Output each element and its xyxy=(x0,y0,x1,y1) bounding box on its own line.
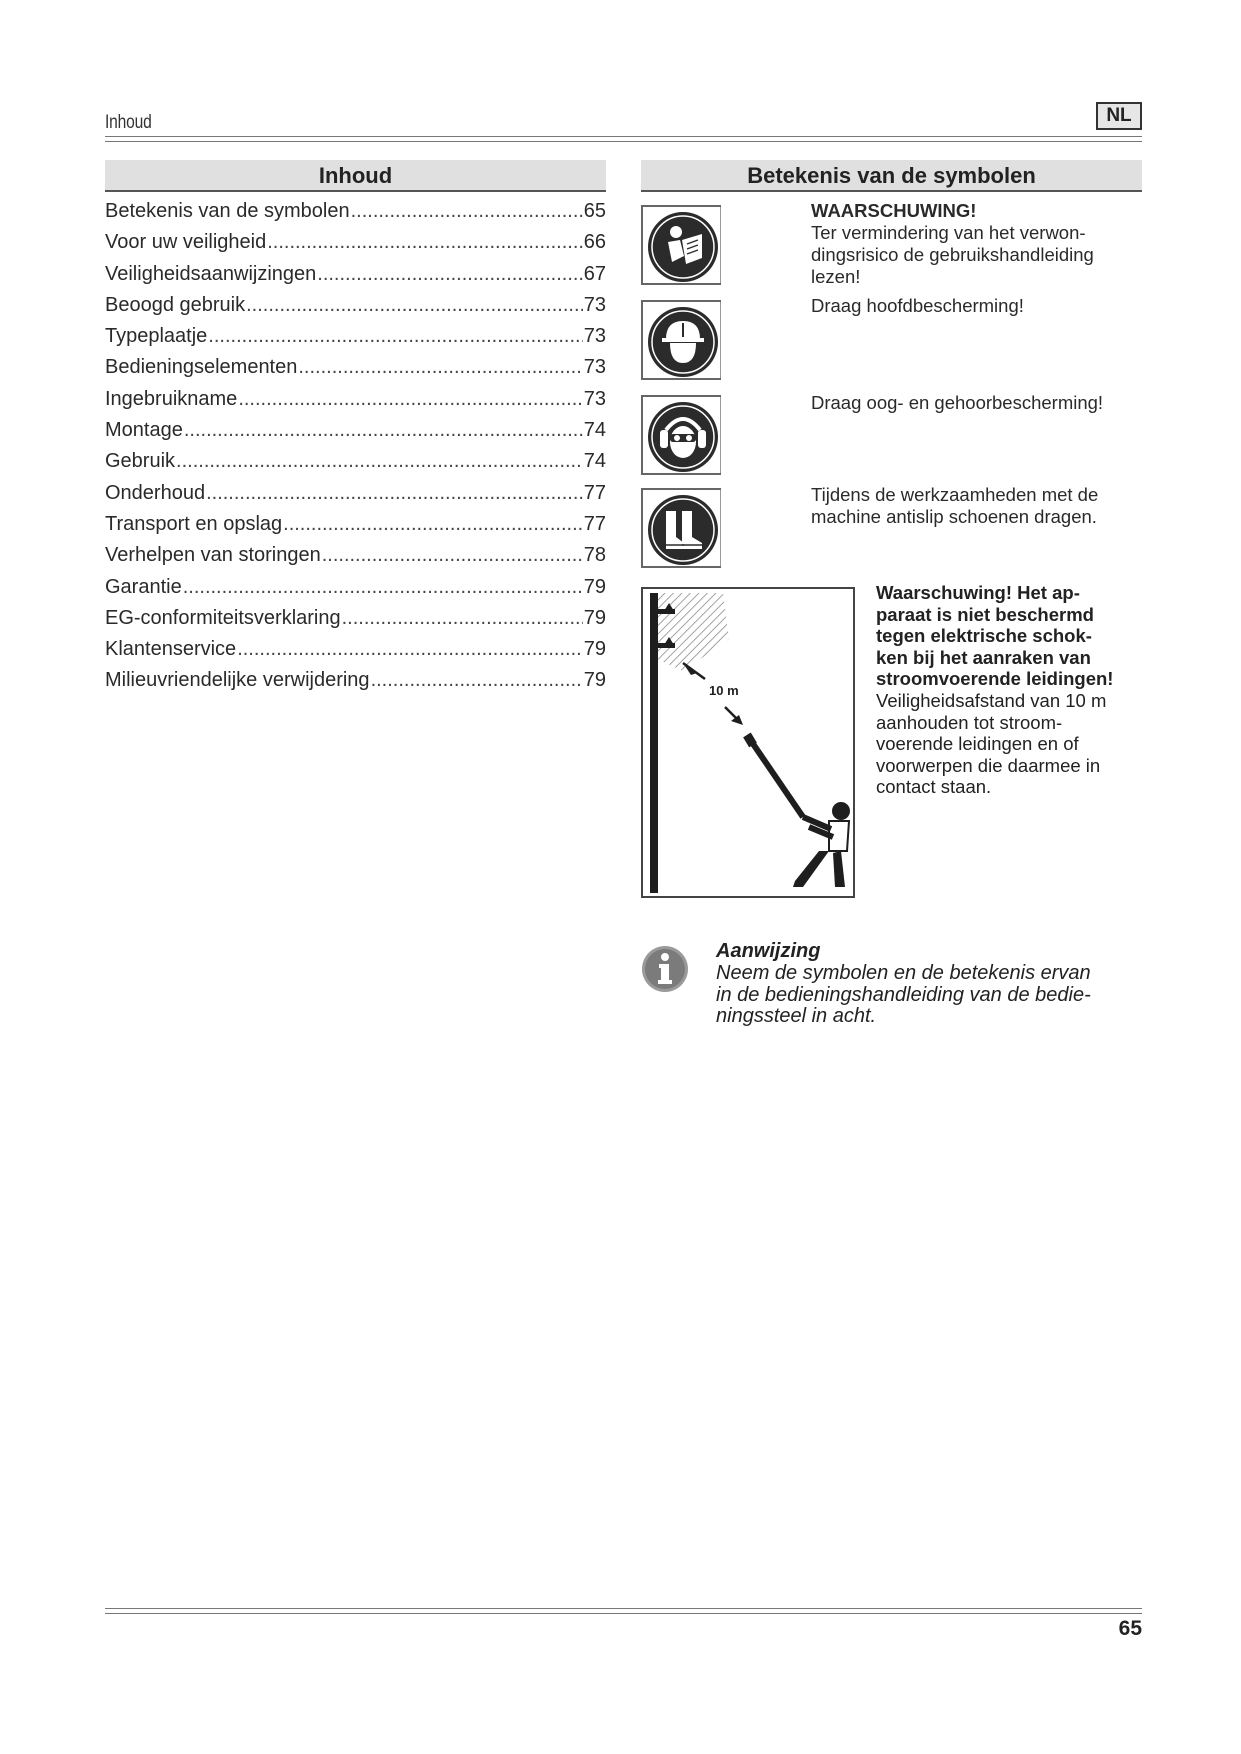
language-badge: NL xyxy=(1096,102,1142,130)
eye-ear-protection-icon xyxy=(646,400,720,474)
toc-entry-page: 73 xyxy=(583,356,606,379)
table-of-contents xyxy=(105,200,606,701)
toc-entry[interactable] xyxy=(105,419,606,450)
safety-boots-icon xyxy=(646,493,720,567)
toc-entry-page: 79 xyxy=(583,575,606,598)
toc-entry-page: 78 xyxy=(583,544,606,567)
header-rule xyxy=(105,136,1142,142)
toc-entry[interactable] xyxy=(105,263,606,294)
hint-line: in de bedieningshandleiding van de bedie- xyxy=(716,983,1091,1006)
toc-entry-label: Transport en opslag xyxy=(105,512,283,535)
toc-leader-dots xyxy=(184,419,583,442)
toc-entry[interactable] xyxy=(105,638,606,669)
toc-entry-label: Typeplaatje xyxy=(105,325,208,348)
toc-entry[interactable] xyxy=(105,482,606,513)
warning-line: aanhouden tot stroom- xyxy=(876,711,1063,733)
toc-entry-page: 77 xyxy=(583,481,606,504)
toc-entry-label: Onderhoud xyxy=(105,481,206,504)
warning-line: Veiligheidsafstand van 10 m xyxy=(876,689,1107,711)
toc-leader-dots xyxy=(322,544,583,567)
symbol-line: Draag hoofdbescherming! xyxy=(811,295,1024,316)
toc-entry[interactable] xyxy=(105,200,606,231)
toc-entry-page: 67 xyxy=(583,262,606,285)
toc-entry[interactable] xyxy=(105,388,606,419)
symbol-description xyxy=(811,484,1151,528)
toc-entry-label: Betekenis van de symbolen xyxy=(105,200,350,222)
page-number: 65 xyxy=(1118,1617,1142,1640)
toc-leader-dots xyxy=(342,607,583,630)
warning-bold-line: paraat is niet beschermd xyxy=(876,603,1094,625)
toc-entry[interactable] xyxy=(105,450,606,481)
toc-leader-dots xyxy=(351,200,583,223)
toc-leader-dots xyxy=(176,450,583,473)
hint-line: Neem de symbolen en de betekenis ervan xyxy=(716,961,1091,984)
hint-block xyxy=(716,941,1136,1028)
toc-leader-dots xyxy=(208,325,582,348)
toc-entry[interactable] xyxy=(105,576,606,607)
symbol-frame xyxy=(641,300,721,380)
symbol-description xyxy=(811,295,1141,317)
toc-entry-page: 73 xyxy=(583,387,606,410)
toc-heading: Inhoud xyxy=(105,160,606,192)
toc-entry-label: Bedieningselementen xyxy=(105,356,298,379)
warning-bold-line: Waarschuwing! Het ap- xyxy=(876,582,1080,603)
warning-bold-line: stroomvoerende leidingen! xyxy=(876,668,1114,690)
toc-entry-label: Veiligheidsaanwijzingen xyxy=(105,262,317,285)
toc-entry[interactable] xyxy=(105,231,606,262)
toc-entry-page: 73 xyxy=(583,325,606,348)
toc-entry-page: 79 xyxy=(583,606,606,629)
toc-entry-label: Garantie xyxy=(105,575,182,598)
toc-entry-label: Verhelpen van storingen xyxy=(105,544,321,567)
symbol-description xyxy=(811,392,1151,414)
toc-entry[interactable] xyxy=(105,669,606,700)
info-icon xyxy=(641,944,689,994)
toc-entry-label: Voor uw veiligheid xyxy=(105,231,267,254)
toc-entry-label: Gebruik xyxy=(105,450,176,473)
power-line-distance-illustration xyxy=(643,589,853,896)
toc-entry-page: 74 xyxy=(583,450,606,473)
toc-entry-label: Klantenservice xyxy=(105,638,237,661)
toc-entry-page: 77 xyxy=(583,512,606,535)
distance-label: 10 m xyxy=(709,683,739,698)
toc-leader-dots xyxy=(317,263,582,286)
toc-leader-dots xyxy=(238,388,582,411)
symbol-frame xyxy=(641,205,721,285)
toc-entry-page: 79 xyxy=(583,638,606,661)
hard-hat-icon xyxy=(646,305,720,379)
hint-title: Aanwijzing xyxy=(716,940,821,962)
toc-entry-label: Montage xyxy=(105,419,183,442)
hint-line: ningssteel in acht. xyxy=(716,1005,877,1028)
toc-leader-dots xyxy=(246,294,583,317)
toc-entry-label: EG-conformiteitsverklaring xyxy=(105,606,341,629)
toc-leader-dots xyxy=(371,669,583,692)
toc-entry[interactable] xyxy=(105,356,606,387)
symbol-frame xyxy=(641,395,721,475)
toc-leader-dots xyxy=(206,482,583,505)
toc-leader-dots xyxy=(237,638,583,661)
header-title: Inhoud xyxy=(105,112,152,133)
warning-bold-line: tegen elektrische schok- xyxy=(876,625,1092,647)
power-line-warning-text xyxy=(876,582,1146,798)
toc-entry-page: 66 xyxy=(583,231,606,254)
symbol-frame xyxy=(641,488,721,568)
warning-line: contact staan. xyxy=(876,776,992,798)
toc-entry[interactable] xyxy=(105,513,606,544)
symbol-line: lezen! xyxy=(811,266,861,287)
read-manual-icon xyxy=(646,210,720,284)
symbol-line: dingsrisico de gebruikshandleiding xyxy=(811,244,1094,265)
toc-entry-page: 65 xyxy=(583,200,606,222)
symbol-warning-title: WAARSCHUWING! xyxy=(811,200,977,221)
toc-entry-label: Ingebruikname xyxy=(105,387,238,410)
symbol-line: machine antislip schoenen dragen. xyxy=(811,506,1097,527)
toc-entry-page: 79 xyxy=(583,669,606,692)
toc-leader-dots xyxy=(283,513,583,536)
footer-rule xyxy=(105,1608,1142,1614)
toc-leader-dots xyxy=(183,576,583,599)
symbol-description xyxy=(811,200,1141,288)
toc-entry[interactable] xyxy=(105,544,606,575)
toc-entry-label: Milieuvriendelijke verwijdering xyxy=(105,669,370,692)
toc-entry[interactable] xyxy=(105,325,606,356)
toc-leader-dots xyxy=(298,356,582,379)
toc-entry[interactable] xyxy=(105,294,606,325)
toc-entry[interactable] xyxy=(105,607,606,638)
symbols-heading: Betekenis van de symbolen xyxy=(641,160,1142,192)
warning-line: voerende leidingen en of xyxy=(876,733,1079,755)
warning-line: voorwerpen die daarmee in xyxy=(876,754,1101,776)
toc-entry-page: 73 xyxy=(583,293,606,316)
symbol-line: Ter vermindering van het verwon- xyxy=(811,222,1086,243)
toc-leader-dots xyxy=(267,231,583,254)
symbol-line: Draag oog- en gehoorbescherming! xyxy=(811,392,1104,413)
warning-bold-line: ken bij het aanraken van xyxy=(876,646,1091,668)
symbol-line: Tijdens de werkzaamheden met de xyxy=(811,484,1099,505)
power-line-warning-figure xyxy=(641,587,855,898)
toc-entry-label: Beoogd gebruik xyxy=(105,293,246,316)
toc-entry-page: 74 xyxy=(583,419,606,442)
